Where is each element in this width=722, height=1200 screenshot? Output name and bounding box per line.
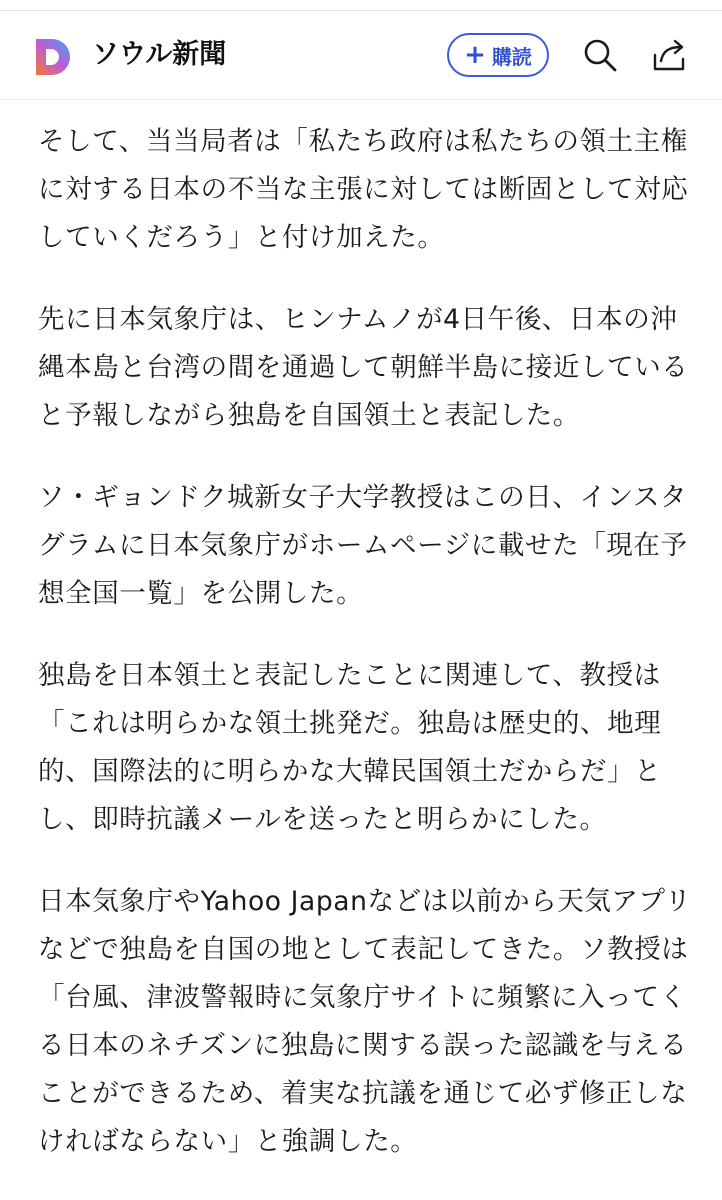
article-paragraph: ソ・ギョンドク城新女子大学教授はこの日、インスタグラムに日本気象庁がホームページに載せた「現在予想全国一覧」を公開した。 xyxy=(38,482,688,609)
newspaper-brand[interactable]: ソウル新聞 xyxy=(92,39,227,70)
share-button[interactable] xyxy=(649,35,689,75)
article-body xyxy=(38,118,698,1200)
article-paragraph: 先に日本気象庁は、ヒンナムノが4日午後、日本の沖縄本島と台湾の間を通過して朝鮮半島に接近していると予報しながら独島を自国領土と表記した。 xyxy=(38,304,689,431)
subscribe-button[interactable] xyxy=(447,33,549,77)
top-border xyxy=(0,0,722,11)
daum-logo-icon[interactable] xyxy=(34,37,74,77)
share-icon xyxy=(651,37,687,73)
article-paragraph: そして、当当局者は「私たち政府は私たちの領土主権に対する日本の不当な主張に対しては断固として対応していくだろう」と付け加えた。 xyxy=(38,126,689,253)
article-paragraph: 独島を日本領土と表記したことに関連して、教授は「これは明らかな領土挑発だ。独島は歴史的、地理的、国際法的に明らかな大韓民国領土だからだ」とし、即時抗議メールを送ったと明らかにした。 xyxy=(38,660,662,835)
article-paragraph: 日本気象庁やYahoo Japanなどは以前から天気アプリなどで独島を自国の地として表記してきた。ソ教授は「台風、津波警報時に気象庁サイトに頻繁に入ってくる日本のネチズンに独島に関する誤った認識を与えることができるため、着実な抗議を通じて必ず修正しなければならない」と強調した。 xyxy=(38,886,692,1157)
search-icon xyxy=(582,37,618,73)
app-header xyxy=(0,11,722,100)
subscribe-label: 購読 xyxy=(491,44,532,69)
search-button[interactable] xyxy=(580,35,620,75)
plus-icon: + xyxy=(464,40,486,70)
